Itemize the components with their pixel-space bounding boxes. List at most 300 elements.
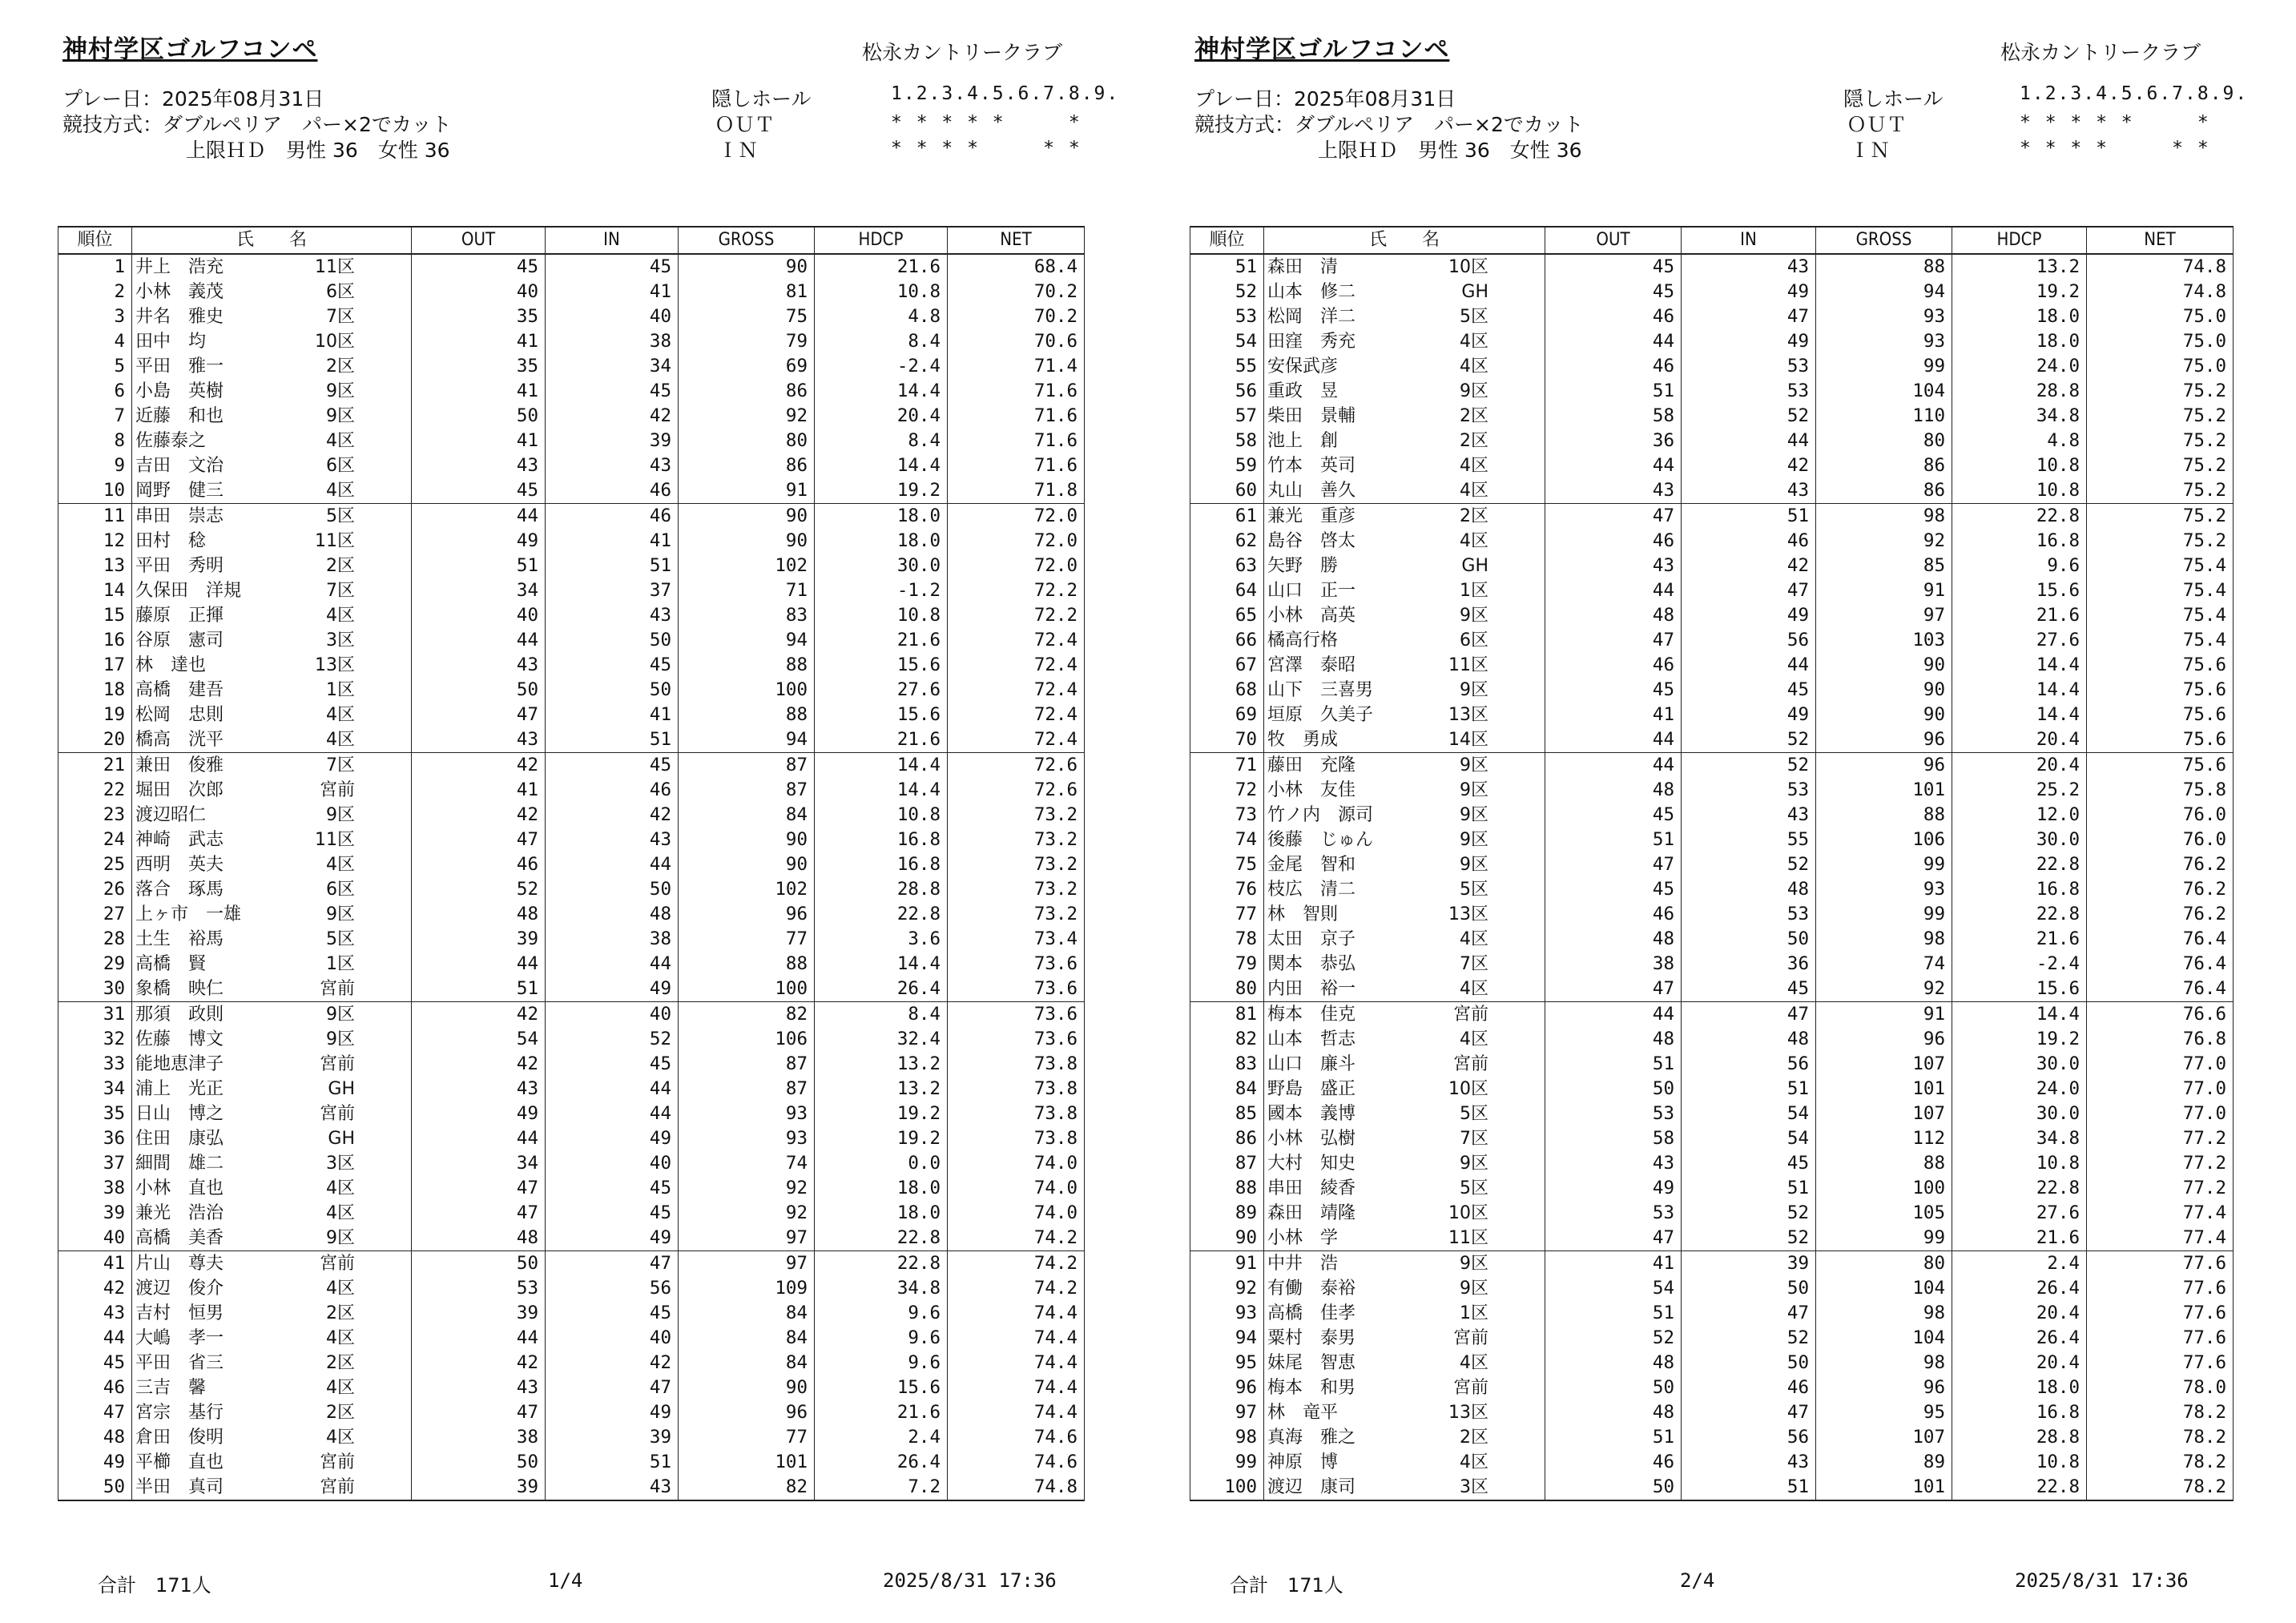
net-cell: 78.2 (2087, 1425, 2234, 1450)
out-cell: 38 (1545, 952, 1682, 977)
hdcp-cell: 2.4 (815, 1425, 948, 1450)
hdcp-cell: 19.2 (1952, 1027, 2087, 1052)
out-cell: 50 (1545, 1475, 1682, 1500)
rank-cell: 30 (58, 977, 132, 1002)
gross-cell: 96 (679, 1400, 815, 1425)
player-name: 住田 康弘 (135, 1129, 224, 1149)
rank-cell: 35 (58, 1101, 132, 1126)
gross-cell: 71 (679, 578, 815, 603)
col-rank: 順位 (1190, 227, 1264, 254)
player-name: 小林 義茂 (135, 282, 224, 302)
in-cell: 43 (1682, 1450, 1816, 1475)
table-row (58, 877, 1085, 902)
gross-cell: 93 (1816, 329, 1952, 354)
player-name: 土生 裕馬 (135, 929, 224, 949)
net-cell: 73.6 (948, 952, 1085, 977)
table-row (1190, 1077, 2234, 1101)
rank-cell: 97 (1190, 1400, 1264, 1425)
player-name: 能地恵津子 (135, 1054, 224, 1074)
gross-cell: 86 (679, 379, 815, 404)
out-cell: 43 (412, 653, 546, 678)
rank-cell: 67 (1190, 653, 1264, 678)
table-row (1190, 1351, 2234, 1375)
table-row (1190, 1301, 2234, 1326)
table-row (58, 1002, 1085, 1028)
out-cell: 35 (412, 304, 546, 329)
player-cell (1264, 753, 1545, 779)
out-cell: 46 (412, 852, 546, 877)
out-cell: 47 (412, 1400, 546, 1425)
col-in: IN (546, 227, 679, 254)
rank-cell: 21 (58, 753, 132, 779)
gross-cell: 100 (1816, 1176, 1952, 1201)
table-row (1190, 1002, 2234, 1028)
player-district: 4区 (326, 1178, 355, 1198)
net-cell: 77.6 (2087, 1326, 2234, 1351)
net-cell: 73.6 (948, 1002, 1085, 1028)
rank-cell: 47 (58, 1400, 132, 1425)
player-name: 井名 雅史 (135, 307, 224, 327)
player-cell (1264, 1151, 1545, 1176)
page-title: 神村学区ゴルフコンペ (62, 35, 318, 64)
gross-cell: 83 (679, 603, 815, 628)
in-label: ＩＮ (1850, 139, 1891, 162)
table-row (58, 653, 1085, 678)
rank-cell: 94 (1190, 1326, 1264, 1351)
rank-cell: 16 (58, 628, 132, 653)
hdcp-cell: 34.8 (1952, 1126, 2087, 1151)
hdcp-cell: 21.6 (1952, 927, 2087, 952)
table-row (1190, 1027, 2234, 1052)
gross-cell: 93 (1816, 304, 1952, 329)
net-cell: 73.6 (948, 1027, 1085, 1052)
out-cell: 46 (1545, 304, 1682, 329)
hdcp-cell: 15.6 (1952, 977, 2087, 1002)
club-name: 松永カントリークラブ (2000, 41, 2201, 64)
gross-cell: 90 (679, 504, 815, 530)
player-cell (1264, 1101, 1545, 1126)
hidden-hole-numbers: 1.2.3.4.5.6.7.8.9. (891, 83, 1120, 104)
footer-page-number: 2/4 (1680, 1569, 1715, 1592)
rank-cell: 13 (58, 554, 132, 578)
player-name: 梅本 佳克 (1267, 1005, 1356, 1025)
out-cell: 47 (1545, 977, 1682, 1002)
player-cell (132, 478, 412, 504)
player-cell (1264, 603, 1545, 628)
table-row (58, 1351, 1085, 1375)
table-row (1190, 304, 2234, 329)
rank-cell: 63 (1190, 554, 1264, 578)
out-cell: 47 (1545, 504, 1682, 530)
out-cell: 43 (1545, 1151, 1682, 1176)
player-cell (1264, 1475, 1545, 1500)
in-cell: 42 (1682, 453, 1816, 478)
net-cell: 78.0 (2087, 1375, 2234, 1400)
in-cell: 49 (1682, 703, 1816, 727)
in-cell: 51 (546, 727, 679, 753)
player-district: 宮前 (319, 1452, 355, 1472)
hdcp-cell: 14.4 (1952, 703, 2087, 727)
player-district: 1区 (326, 680, 355, 700)
hdcp-cell: 18.0 (815, 529, 948, 554)
net-cell: 76.4 (2087, 952, 2234, 977)
table-row (1190, 1226, 2234, 1251)
out-label: ＯＵＴ (1847, 113, 1907, 136)
results-table (58, 226, 1085, 1501)
out-cell: 43 (1545, 478, 1682, 504)
gross-cell: 107 (1816, 1101, 1952, 1126)
gross-cell: 102 (679, 554, 815, 578)
net-cell: 71.6 (948, 429, 1085, 453)
table-row (1190, 429, 2234, 453)
col-hdcp: HDCP (815, 227, 948, 254)
net-cell: 73.2 (948, 877, 1085, 902)
player-cell (132, 852, 412, 877)
out-cell: 50 (412, 1450, 546, 1475)
player-name: 田中 均 (135, 332, 207, 352)
gross-cell: 74 (679, 1151, 815, 1176)
net-cell: 74.0 (948, 1151, 1085, 1176)
player-cell (132, 453, 412, 478)
gross-cell: 81 (679, 280, 815, 304)
hdcp-cell: 14.4 (815, 952, 948, 977)
rank-cell: 33 (58, 1052, 132, 1077)
out-cell: 51 (1545, 1425, 1682, 1450)
hdcp-cell: 9.6 (815, 1326, 948, 1351)
player-name: 吉村 恒男 (135, 1303, 224, 1323)
table-row (58, 852, 1085, 877)
gross-cell: 106 (1816, 828, 1952, 852)
net-cell: 76.8 (2087, 1027, 2234, 1052)
hdcp-cell: 20.4 (1952, 727, 2087, 753)
hdcp-cell: 26.4 (815, 977, 948, 1002)
out-cell: 47 (412, 1176, 546, 1201)
player-name: 小林 友佳 (1267, 780, 1356, 800)
net-cell: 75.6 (2087, 678, 2234, 703)
rank-cell: 37 (58, 1151, 132, 1176)
out-cell: 51 (1545, 1052, 1682, 1077)
in-cell: 34 (546, 354, 679, 379)
player-district: 4区 (326, 606, 355, 626)
net-cell: 77.6 (2087, 1251, 2234, 1277)
rank-cell: 23 (58, 803, 132, 828)
gross-cell: 98 (1816, 927, 1952, 952)
out-cell: 47 (1545, 1226, 1682, 1251)
out-cell: 42 (412, 1351, 546, 1375)
rank-cell: 44 (58, 1326, 132, 1351)
table-row (58, 1251, 1085, 1277)
net-cell: 72.2 (948, 578, 1085, 603)
table-row (58, 254, 1085, 280)
player-name: 兼田 俊雅 (135, 755, 224, 775)
player-district: 7区 (1460, 954, 1488, 974)
player-cell (1264, 1326, 1545, 1351)
gross-cell: 84 (679, 1326, 815, 1351)
table-row (1190, 952, 2234, 977)
rank-cell: 17 (58, 653, 132, 678)
in-cell: 51 (546, 1450, 679, 1475)
rank-cell: 36 (58, 1126, 132, 1151)
net-cell: 75.4 (2087, 628, 2234, 653)
in-cell: 49 (1682, 280, 1816, 304)
net-cell: 75.0 (2087, 329, 2234, 354)
gross-cell: 100 (679, 678, 815, 703)
gross-cell: 90 (1816, 678, 1952, 703)
net-cell: 75.4 (2087, 554, 2234, 578)
out-cell: 49 (1545, 1176, 1682, 1201)
hdcp-cell: 16.8 (1952, 1400, 2087, 1425)
player-district: 10区 (1448, 1203, 1488, 1223)
table-row (1190, 803, 2234, 828)
net-cell: 75.4 (2087, 578, 2234, 603)
player-name: 小林 高英 (1267, 606, 1356, 626)
player-district: 宮前 (319, 1254, 355, 1274)
player-district: 9区 (1460, 381, 1488, 401)
hdcp-cell: 22.8 (1952, 852, 2087, 877)
table-row (58, 727, 1085, 753)
in-cell: 52 (1682, 1201, 1816, 1226)
rank-cell: 14 (58, 578, 132, 603)
hdcp-cell: 22.8 (1952, 1475, 2087, 1500)
footer-datetime: 2025/8/31 17:36 (883, 1569, 1057, 1592)
out-cell: 50 (1545, 1077, 1682, 1101)
hdcp-cell: 30.0 (1952, 1101, 2087, 1126)
table-row (58, 1201, 1085, 1226)
table-row (58, 504, 1085, 530)
player-cell (1264, 453, 1545, 478)
player-cell (1264, 1201, 1545, 1226)
net-cell: 74.4 (948, 1326, 1085, 1351)
player-district: 13区 (1448, 705, 1488, 725)
rank-cell: 73 (1190, 803, 1264, 828)
hdcp-cell: 32.4 (815, 1027, 948, 1052)
player-name: 佐藤 博文 (135, 1029, 224, 1049)
net-cell: 75.0 (2087, 304, 2234, 329)
player-cell (132, 1400, 412, 1425)
table-row (1190, 1176, 2234, 1201)
player-cell (132, 1301, 412, 1326)
hdcp-cell: 34.8 (1952, 404, 2087, 429)
player-cell (132, 1176, 412, 1201)
out-cell: 44 (1545, 453, 1682, 478)
footer-page-number: 1/4 (548, 1569, 583, 1592)
rank-cell: 93 (1190, 1301, 1264, 1326)
net-cell: 68.4 (948, 254, 1085, 280)
in-cell: 48 (546, 902, 679, 927)
net-cell: 72.6 (948, 753, 1085, 779)
rank-cell: 71 (1190, 753, 1264, 779)
player-district: 14区 (1448, 730, 1488, 750)
gross-cell: 92 (679, 1201, 815, 1226)
player-district: 9区 (326, 805, 355, 825)
hdcp-cell: 26.4 (815, 1450, 948, 1475)
in-cell: 47 (1682, 1301, 1816, 1326)
player-name: 安保武彦 (1267, 356, 1339, 377)
gross-cell: 90 (679, 529, 815, 554)
table-row (58, 703, 1085, 727)
table-row (1190, 1052, 2234, 1077)
player-cell (1264, 578, 1545, 603)
net-cell: 77.2 (2087, 1151, 2234, 1176)
gross-cell: 85 (1816, 554, 1952, 578)
player-cell (1264, 1226, 1545, 1251)
net-cell: 72.0 (948, 504, 1085, 530)
hdcp-cell: 0.0 (815, 1151, 948, 1176)
net-cell: 75.2 (2087, 379, 2234, 404)
net-cell: 74.2 (948, 1276, 1085, 1301)
gross-cell: 98 (1816, 1351, 1952, 1375)
table-row (58, 1101, 1085, 1126)
out-cell: 34 (412, 1151, 546, 1176)
hdcp-cell: 18.0 (815, 1201, 948, 1226)
player-name: 渡辺 康司 (1267, 1477, 1356, 1497)
hdcp-cell: 26.4 (1952, 1326, 2087, 1351)
player-district: 10区 (1448, 257, 1488, 277)
player-district: 5区 (1460, 880, 1488, 900)
footer-total: 合計 171人 (1230, 1574, 1343, 1597)
out-cell: 44 (412, 1126, 546, 1151)
player-district: 9区 (1460, 805, 1488, 825)
in-cell: 42 (546, 803, 679, 828)
net-cell: 77.2 (2087, 1176, 2234, 1201)
table-row (58, 927, 1085, 952)
hdcp-cell: 30.0 (815, 554, 948, 578)
player-cell (132, 927, 412, 952)
player-name: 松岡 忠則 (135, 705, 224, 725)
player-cell (132, 529, 412, 554)
col-net: NET (948, 227, 1085, 254)
rank-cell: 38 (58, 1176, 132, 1201)
player-district: GH (328, 1129, 355, 1149)
table-row (1190, 1475, 2234, 1500)
player-cell (1264, 727, 1545, 753)
player-cell (132, 379, 412, 404)
player-cell (132, 753, 412, 779)
player-cell (1264, 1126, 1545, 1151)
table-row (58, 554, 1085, 578)
player-district: 9区 (1460, 606, 1488, 626)
rank-cell: 53 (1190, 304, 1264, 329)
player-cell (132, 703, 412, 727)
player-cell (132, 877, 412, 902)
hdcp-cell: 18.0 (815, 1176, 948, 1201)
gross-cell: 107 (1816, 1052, 1952, 1077)
player-district: 9区 (326, 1005, 355, 1025)
table-row (58, 379, 1085, 404)
col-out: OUT (1545, 227, 1682, 254)
player-district: 4区 (1460, 481, 1488, 501)
hdcp-cell: 14.4 (1952, 653, 2087, 678)
hdcp-cell: 18.0 (1952, 1375, 2087, 1400)
handicap-limit: 上限ＨＤ 男性 36 女性 36 (186, 139, 450, 162)
hdcp-cell: 14.4 (815, 778, 948, 803)
gross-cell: 96 (1816, 753, 1952, 779)
in-cell: 42 (546, 1351, 679, 1375)
player-name: 大嶋 孝一 (135, 1328, 224, 1348)
table-row (58, 1326, 1085, 1351)
in-cell: 45 (546, 1201, 679, 1226)
table-row (1190, 1450, 2234, 1475)
gross-cell: 94 (1816, 280, 1952, 304)
gross-cell: 102 (679, 877, 815, 902)
in-cell: 50 (546, 877, 679, 902)
page-title: 神村学区ゴルフコンペ (1194, 35, 1450, 64)
out-cell: 44 (412, 628, 546, 653)
gross-cell: 86 (679, 453, 815, 478)
in-cell: 38 (546, 927, 679, 952)
in-cell: 44 (546, 852, 679, 877)
player-cell (132, 828, 412, 852)
player-district: 11区 (1448, 1228, 1488, 1248)
in-cell: 45 (1682, 1151, 1816, 1176)
player-name: 橋高 洸平 (135, 730, 224, 750)
rank-cell: 85 (1190, 1101, 1264, 1126)
table-row (58, 753, 1085, 779)
net-cell: 72.4 (948, 653, 1085, 678)
net-cell: 75.8 (2087, 778, 2234, 803)
player-name: 片山 尊夫 (135, 1254, 224, 1274)
in-cell: 40 (546, 1326, 679, 1351)
in-cell: 47 (546, 1375, 679, 1400)
out-cell: 47 (1545, 852, 1682, 877)
out-cell: 38 (412, 1425, 546, 1450)
gross-cell: 88 (679, 952, 815, 977)
net-cell: 75.4 (2087, 603, 2234, 628)
player-cell (1264, 1176, 1545, 1201)
player-cell (1264, 877, 1545, 902)
player-district: 宮前 (1452, 1054, 1488, 1074)
player-cell (1264, 329, 1545, 354)
player-district: 7区 (1460, 1129, 1488, 1149)
net-cell: 73.6 (948, 977, 1085, 1002)
player-district: 5区 (326, 929, 355, 949)
out-cell: 52 (412, 877, 546, 902)
out-cell: 44 (412, 952, 546, 977)
player-cell (1264, 803, 1545, 828)
in-cell: 49 (546, 977, 679, 1002)
net-cell: 74.2 (948, 1226, 1085, 1251)
hdcp-cell: 30.0 (1952, 828, 2087, 852)
rank-cell: 66 (1190, 628, 1264, 653)
out-cell: 58 (1545, 404, 1682, 429)
in-hidden-marks: * * * * * * (2020, 138, 2210, 159)
out-cell: 50 (412, 678, 546, 703)
rank-cell: 65 (1190, 603, 1264, 628)
player-district: 11区 (315, 531, 355, 551)
player-name: 矢野 勝 (1267, 556, 1339, 576)
net-cell: 74.2 (948, 1251, 1085, 1277)
rank-cell: 96 (1190, 1375, 1264, 1400)
out-cell: 44 (412, 1326, 546, 1351)
rank-cell: 77 (1190, 902, 1264, 927)
player-name: 兼光 浩治 (135, 1203, 224, 1223)
table-row (58, 329, 1085, 354)
net-cell: 76.4 (2087, 927, 2234, 952)
net-cell: 72.2 (948, 603, 1085, 628)
hidden-hole-numbers: 1.2.3.4.5.6.7.8.9. (2020, 83, 2249, 104)
table-row (58, 803, 1085, 828)
gross-cell: 82 (679, 1475, 815, 1500)
gross-cell: 91 (679, 478, 815, 504)
player-name: 半田 真司 (135, 1477, 224, 1497)
out-cell: 35 (412, 354, 546, 379)
table-row (58, 1176, 1085, 1201)
in-cell: 53 (1682, 354, 1816, 379)
player-name: 野島 盛正 (1267, 1079, 1356, 1099)
rank-cell: 64 (1190, 578, 1264, 603)
gross-cell: 88 (1816, 1151, 1952, 1176)
out-cell: 44 (1545, 329, 1682, 354)
